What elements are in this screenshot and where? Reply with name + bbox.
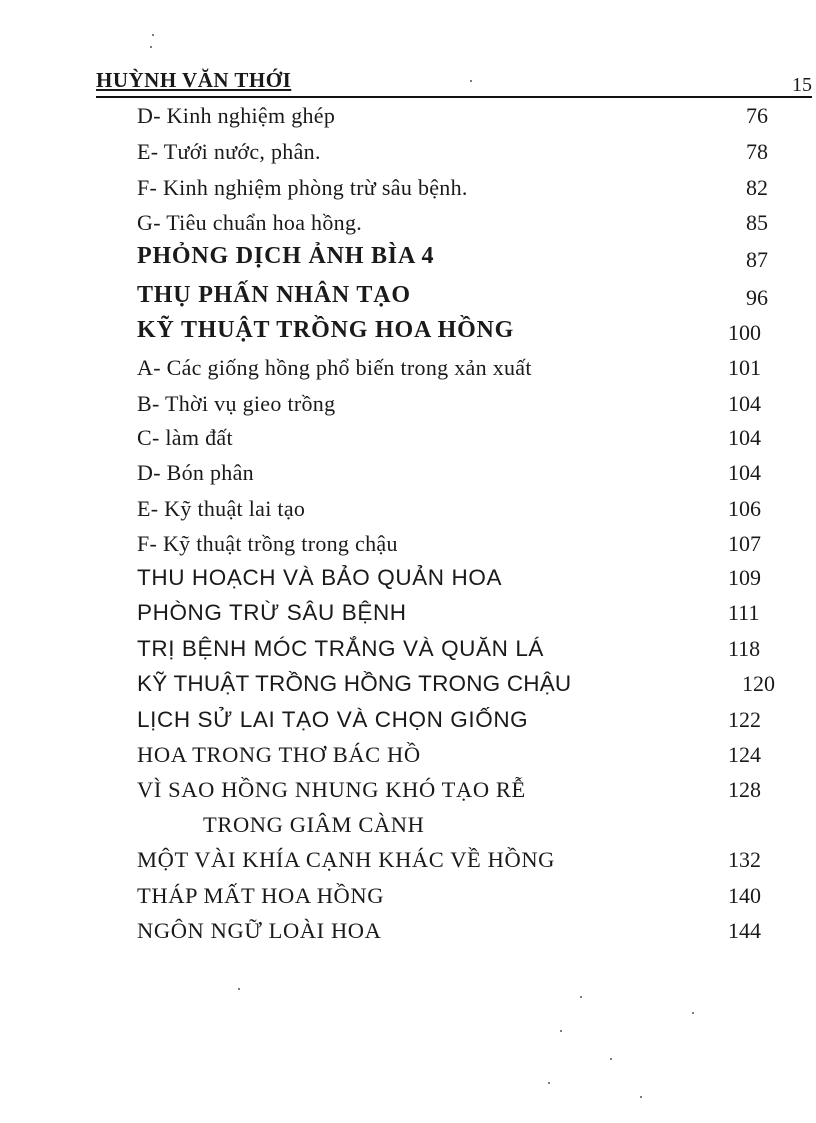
toc-entry-page: 140 [728,883,761,908]
toc-entry-page: 106 [728,496,761,521]
toc-entry-title: TRỊ BỆNH MÓC TRẮNG VÀ QUĂN LÁ [137,636,545,661]
toc-entry-page: 124 [728,742,761,767]
toc-entry-page: 118 [728,636,761,661]
toc-entry-page: 107 [728,531,761,556]
toc-entry-page: 109 [728,565,761,590]
toc-entry-title: G- Tiêu chuẩn hoa hồng. [137,210,363,235]
toc-entry-page: 144 [728,918,761,943]
toc-entry-title: B- Thời vụ gieo trồng [137,391,336,416]
speck [692,1012,694,1014]
toc-entry-title: KỸ THUẬT TRỒNG HỒNG TRONG CHẬU [137,671,572,696]
toc-entry-page: 82 [746,175,768,200]
page-number: 15 [792,74,812,96]
toc-entry-page: 111 [728,600,760,625]
toc-entry-title: KỸ THUẬT TRỒNG HOA HỒNG [137,317,515,343]
toc-entry-page: 104 [728,460,761,485]
speck [152,34,154,36]
speck [470,80,472,82]
toc-entry-title: D- Kinh nghiệm ghép [137,103,336,128]
speck [580,996,582,998]
toc-entry-page: 101 [728,355,761,380]
toc-entry-title: D- Bón phân [137,460,254,485]
speck [560,1030,562,1032]
toc-entry-title: VÌ SAO HỒNG NHUNG KHÓ TẠO RỄ [137,777,526,802]
toc-entry-page: 122 [728,707,761,732]
toc-entry-page: 87 [746,247,768,272]
toc-entry-page: 85 [746,210,768,235]
toc-entry-title: F- Kỹ thuật trồng trong chậu [137,531,398,556]
toc-entry-title: E- Kỹ thuật lai tạo [137,496,306,521]
toc-entry-title: PHỎNG DỊCH ẢNH BÌA 4 [137,243,435,269]
toc-entry-page: 76 [746,103,768,128]
toc-entry-page: 100 [728,320,761,345]
toc-entry-title: HOA TRONG THƠ BÁC HỒ [137,742,421,767]
toc-entry-page: 128 [728,777,761,802]
toc-entry-title: THU HOẠCH VÀ BẢO QUẢN HOA [137,565,503,590]
speck [548,1082,550,1084]
toc-entry-title: THỤ PHẤN NHÂN TẠO [137,282,411,308]
toc-entry-title: E- Tưới nước, phân. [137,139,321,164]
speck [238,988,240,990]
toc-entry-title: A- Các giống hồng phổ biến trong xản xuất [137,355,532,380]
toc-entry-title: NGÔN NGỮ LOÀI HOA [137,918,382,943]
speck [640,1096,642,1098]
toc-entry-title: C- làm đất [137,425,233,450]
toc-entry-page: 132 [728,847,761,872]
toc-entry-page: 78 [746,139,768,164]
toc-entry-title: MỘT VÀI KHÍA CẠNH KHÁC VỀ HỒNG [137,847,556,872]
toc-entry-title: F- Kinh nghiệm phòng trừ sâu bệnh. [137,175,468,200]
speck [150,46,152,48]
toc-entry-page: 120 [742,671,775,696]
toc-entry-title: LỊCH SỬ LAI TẠO VÀ CHỌN GIỐNG [137,707,529,732]
toc-entry-page: 96 [746,285,768,310]
author-name: HUỲNH VĂN THỚI [96,68,292,92]
toc-entry-page: 104 [728,425,761,450]
toc-entry-title: PHÒNG TRỪ SÂU BỆNH [137,600,407,625]
toc-entry-page: 104 [728,391,761,416]
toc-entry-title: THÁP MẤT HOA HỒNG [137,883,385,908]
toc-entry-title: TRONG GIÂM CÀNH [203,812,425,837]
speck [610,1058,612,1060]
